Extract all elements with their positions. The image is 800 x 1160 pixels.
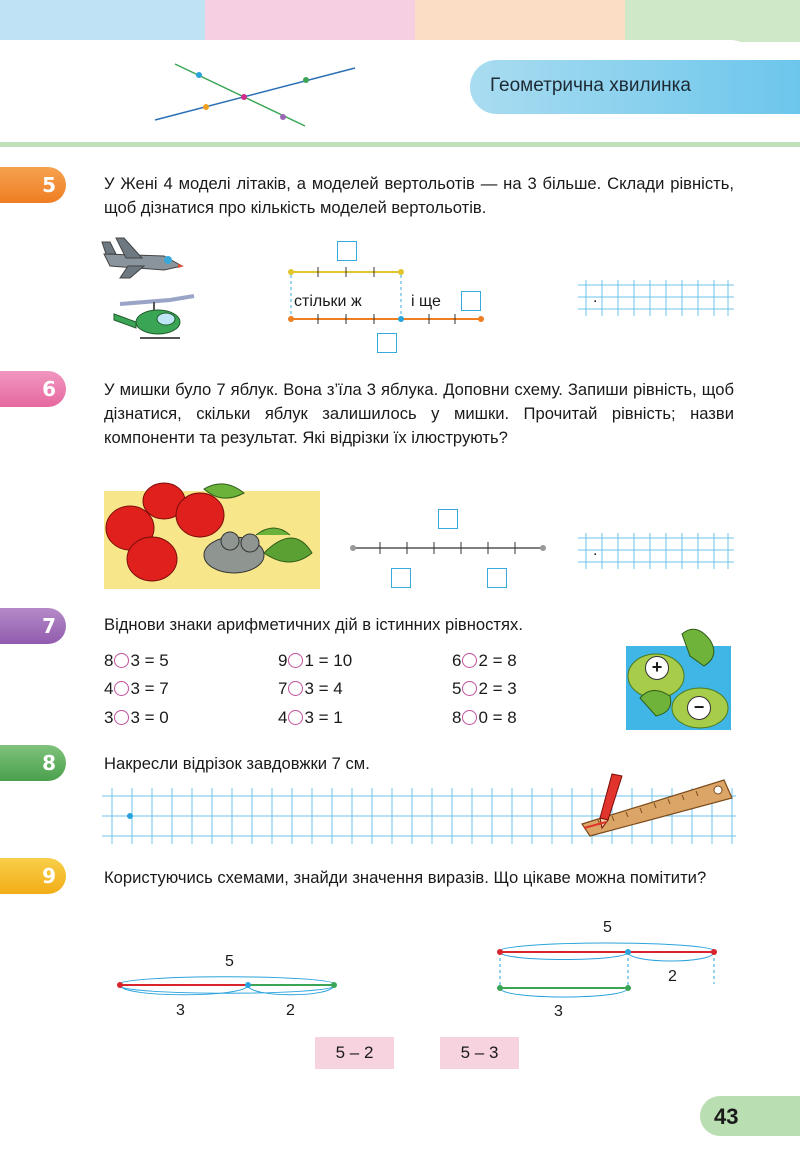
task-6-number-line	[350, 541, 550, 555]
operator-circle[interactable]	[462, 653, 477, 668]
operator-circle[interactable]	[462, 710, 477, 725]
task-9-scheme-right	[494, 938, 722, 998]
top-band-pink	[205, 0, 415, 42]
equation-5: 7 3 = 4	[278, 679, 343, 698]
task-6-text: У мишки було 7 яблук. Вона з’їла 3 яблука. Доповни схему. Запиши рівність, щоб дізнатися, скільки яблук залишилось у мишки. Прочитай рівність; назви компоненти та результат. Які відрізки їх ілюструють?	[104, 380, 734, 447]
answer-box-more[interactable]	[461, 291, 481, 311]
task-7-text: Віднови знаки арифметичних дій в істинних рівностях.	[104, 615, 523, 634]
page-number-tab	[700, 1096, 800, 1136]
plus-sign-icon: +	[645, 656, 669, 680]
operator-circle[interactable]	[114, 710, 129, 725]
minus-sign-icon: −	[687, 696, 711, 720]
expression-box-2: 5 – 3	[440, 1037, 519, 1069]
operator-circle[interactable]	[288, 710, 303, 725]
right-part-green-label: 3	[554, 1003, 563, 1020]
task-number-5: 5	[0, 167, 66, 203]
answer-box-part1[interactable]	[391, 568, 411, 588]
answer-box-bottom[interactable]	[377, 333, 397, 353]
task-number-7: 7	[0, 608, 66, 644]
left-part-red-label: 3	[176, 1002, 185, 1019]
task-5-text: У Жені 4 моделі літаків, а моделей вертольотів — на 3 більше. Склади рівність, щоб дізнатися про кількість моделей вертольотів.	[104, 174, 734, 217]
section-title: Геометрична хвилинка	[490, 75, 691, 96]
header-rule	[0, 142, 800, 147]
top-band-peach	[415, 0, 625, 42]
section-title-tab	[470, 60, 800, 114]
scheme-label-same: стільки ж	[294, 293, 362, 310]
equation-4: 4 3 = 7	[104, 679, 169, 698]
operator-circle[interactable]	[114, 681, 129, 696]
equation-3: 6 2 = 8	[452, 651, 517, 670]
intersecting-lines-figure	[150, 60, 360, 130]
scheme-label-and-more: і ще	[411, 293, 441, 310]
task-number-6: 6	[0, 371, 66, 407]
task-number-8: 8	[0, 745, 66, 781]
page-number: 43	[714, 1104, 739, 1129]
apples-and-mouse-illustration	[104, 483, 320, 589]
equation-8: 4 3 = 1	[278, 708, 343, 727]
top-band-blue	[0, 0, 205, 42]
left-total-label: 5	[225, 953, 234, 970]
task-6-answer-grid[interactable]	[578, 533, 734, 569]
task-8-text: Накресли відрізок завдовжки 7 см.	[104, 754, 370, 773]
helicopter-icon	[110, 292, 195, 340]
operator-circle[interactable]	[114, 653, 129, 668]
answer-box-total[interactable]	[438, 509, 458, 529]
operator-circle[interactable]	[288, 653, 303, 668]
equation-1: 8 3 = 5	[104, 651, 169, 670]
airplane-icon	[102, 236, 184, 280]
task-number-9: 9	[0, 858, 66, 894]
top-band-green	[625, 0, 800, 42]
operator-circle[interactable]	[288, 681, 303, 696]
task-9-text: Користуючись схемами, знайди значення виразів. Що цікаве можна помітити?	[104, 868, 707, 887]
right-total-label: 5	[603, 919, 612, 936]
answer-box-part2[interactable]	[487, 568, 507, 588]
left-part-green-label: 2	[286, 1002, 295, 1019]
equation-9: 8 0 = 8	[452, 708, 517, 727]
equation-7: 3 3 = 0	[104, 708, 169, 727]
task-9-scheme-left	[112, 972, 342, 1008]
ruler-and-pencil-illustration	[578, 766, 736, 838]
equation-6: 5 2 = 3	[452, 679, 517, 698]
grid-dot: .	[593, 289, 598, 306]
answer-box-top[interactable]	[337, 241, 357, 261]
equation-2: 9 1 = 10	[278, 651, 353, 670]
grid-dot: .	[593, 542, 598, 559]
task-5-answer-grid[interactable]	[578, 280, 734, 316]
expression-box-1: 5 – 2	[315, 1037, 394, 1069]
right-part-red-label: 2	[668, 968, 677, 985]
frogs-lilypads-illustration	[626, 626, 731, 730]
operator-circle[interactable]	[462, 681, 477, 696]
